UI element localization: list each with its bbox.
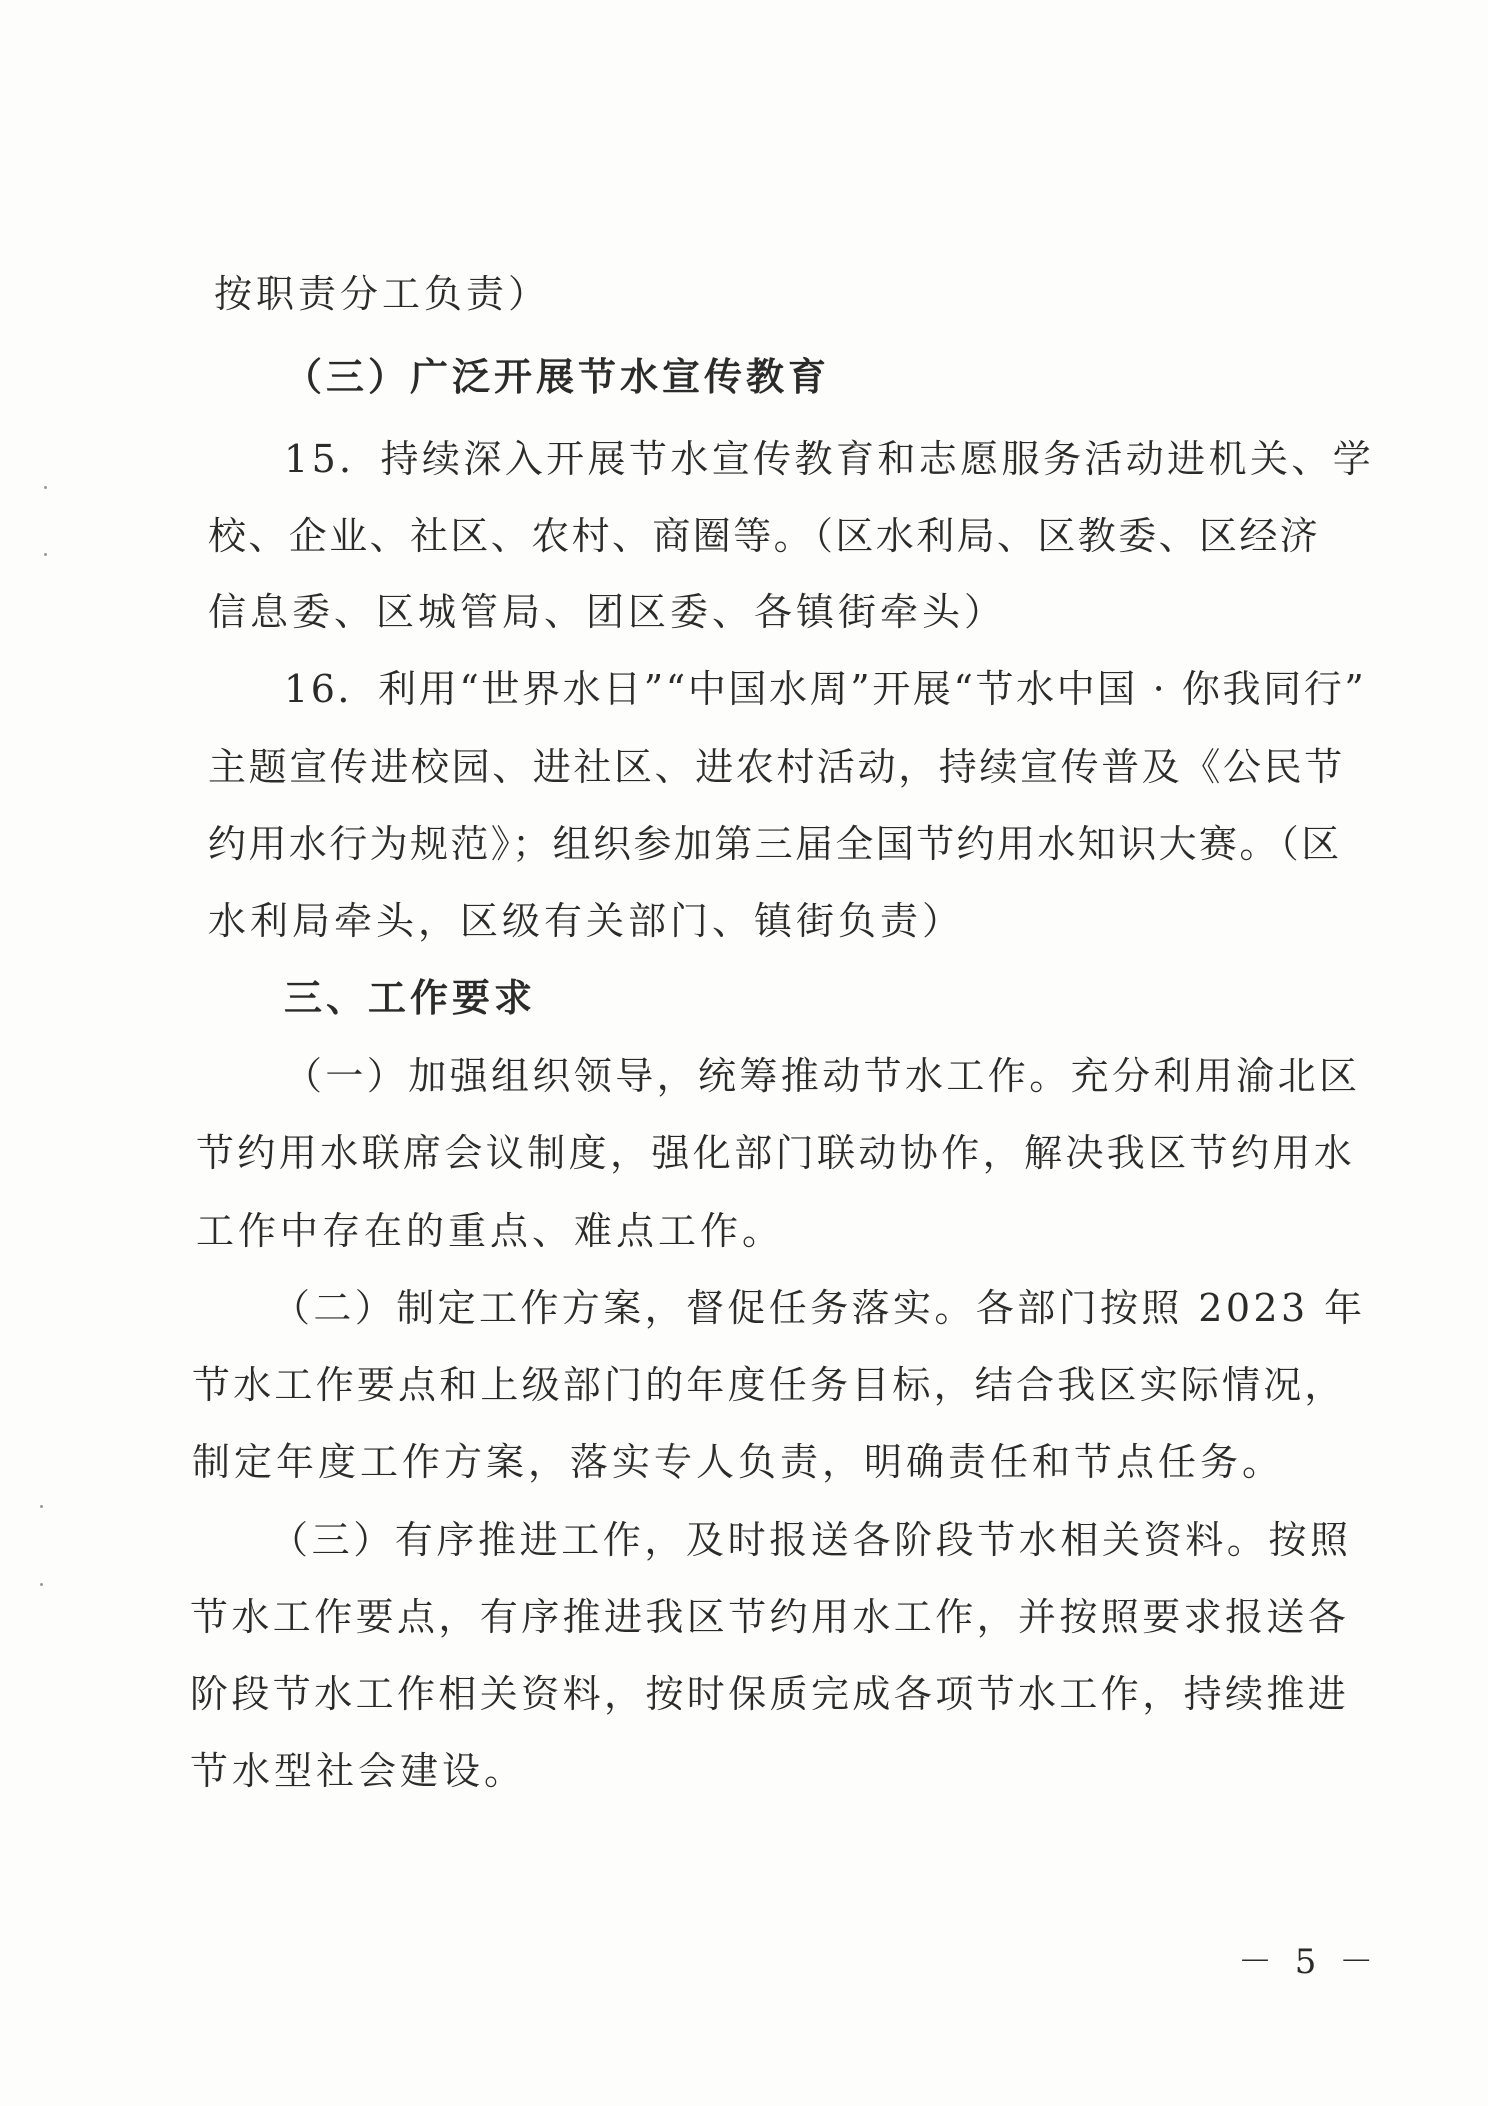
text-line: 制定年度工作方案，落实专人负责，明确责任和节点任务。 (192, 1440, 1285, 1484)
text-line: （一）加强组织领导，统筹推动节水工作。充分利用渝北区 (284, 1054, 1361, 1098)
page-number: － 5 － (1238, 1942, 1380, 1982)
text-line: 校、企业、社区、农村、商圈等。（区水利局、区教委、区经济 (208, 514, 1321, 558)
scan-speck (44, 553, 47, 556)
text-line: 节约用水联席会议制度，强化部门联动协作，解决我区节约用水 (196, 1131, 1356, 1175)
scan-speck (44, 486, 47, 489)
text-line: 阶段节水工作相关资料，按时保质完成各项节水工作，持续推进 (190, 1672, 1350, 1716)
text-line: 16．利用“世界水日”“中国水周”开展“节水中国 · 你我同行” (284, 667, 1367, 711)
section-heading: 三、工作要求 (284, 975, 537, 1020)
section-heading: （三）广泛开展节水宣传教育 (284, 354, 831, 399)
scan-speck (40, 1505, 43, 1508)
text-line: 工作中存在的重点、难点工作。 (196, 1209, 785, 1253)
text-line: 节水型社会建设。 (190, 1749, 527, 1793)
text-line: 信息委、区城管局、团区委、各镇街牵头） (208, 590, 1007, 634)
text-line: （二）制定工作方案，督促任务落实。各部门按照 2023 年 (272, 1286, 1366, 1330)
text-line: 15．持续深入开展节水宣传教育和志愿服务活动进机关、学 (284, 437, 1375, 481)
text-line: 节水工作要点和上级部门的年度任务目标，结合我区实际情况， (192, 1363, 1346, 1407)
text-line: 水利局牵头，区级有关部门、镇街负责） (208, 899, 965, 943)
text-line: （三）有序推进工作，及时报送各阶段节水相关资料。按照 (270, 1518, 1352, 1562)
text-line: 按职责分工负责） (214, 272, 551, 316)
text-line: 节水工作要点，有序推进我区节约用水工作，并按照要求报送各 (190, 1595, 1350, 1639)
text-line: 约用水行为规范》；组织参加第三届全国节约用水知识大赛。（区 (208, 822, 1342, 866)
scan-speck (40, 1583, 43, 1586)
text-line: 主题宣传进校园、进社区、进农村活动，持续宣传普及《公民节 (208, 745, 1345, 789)
